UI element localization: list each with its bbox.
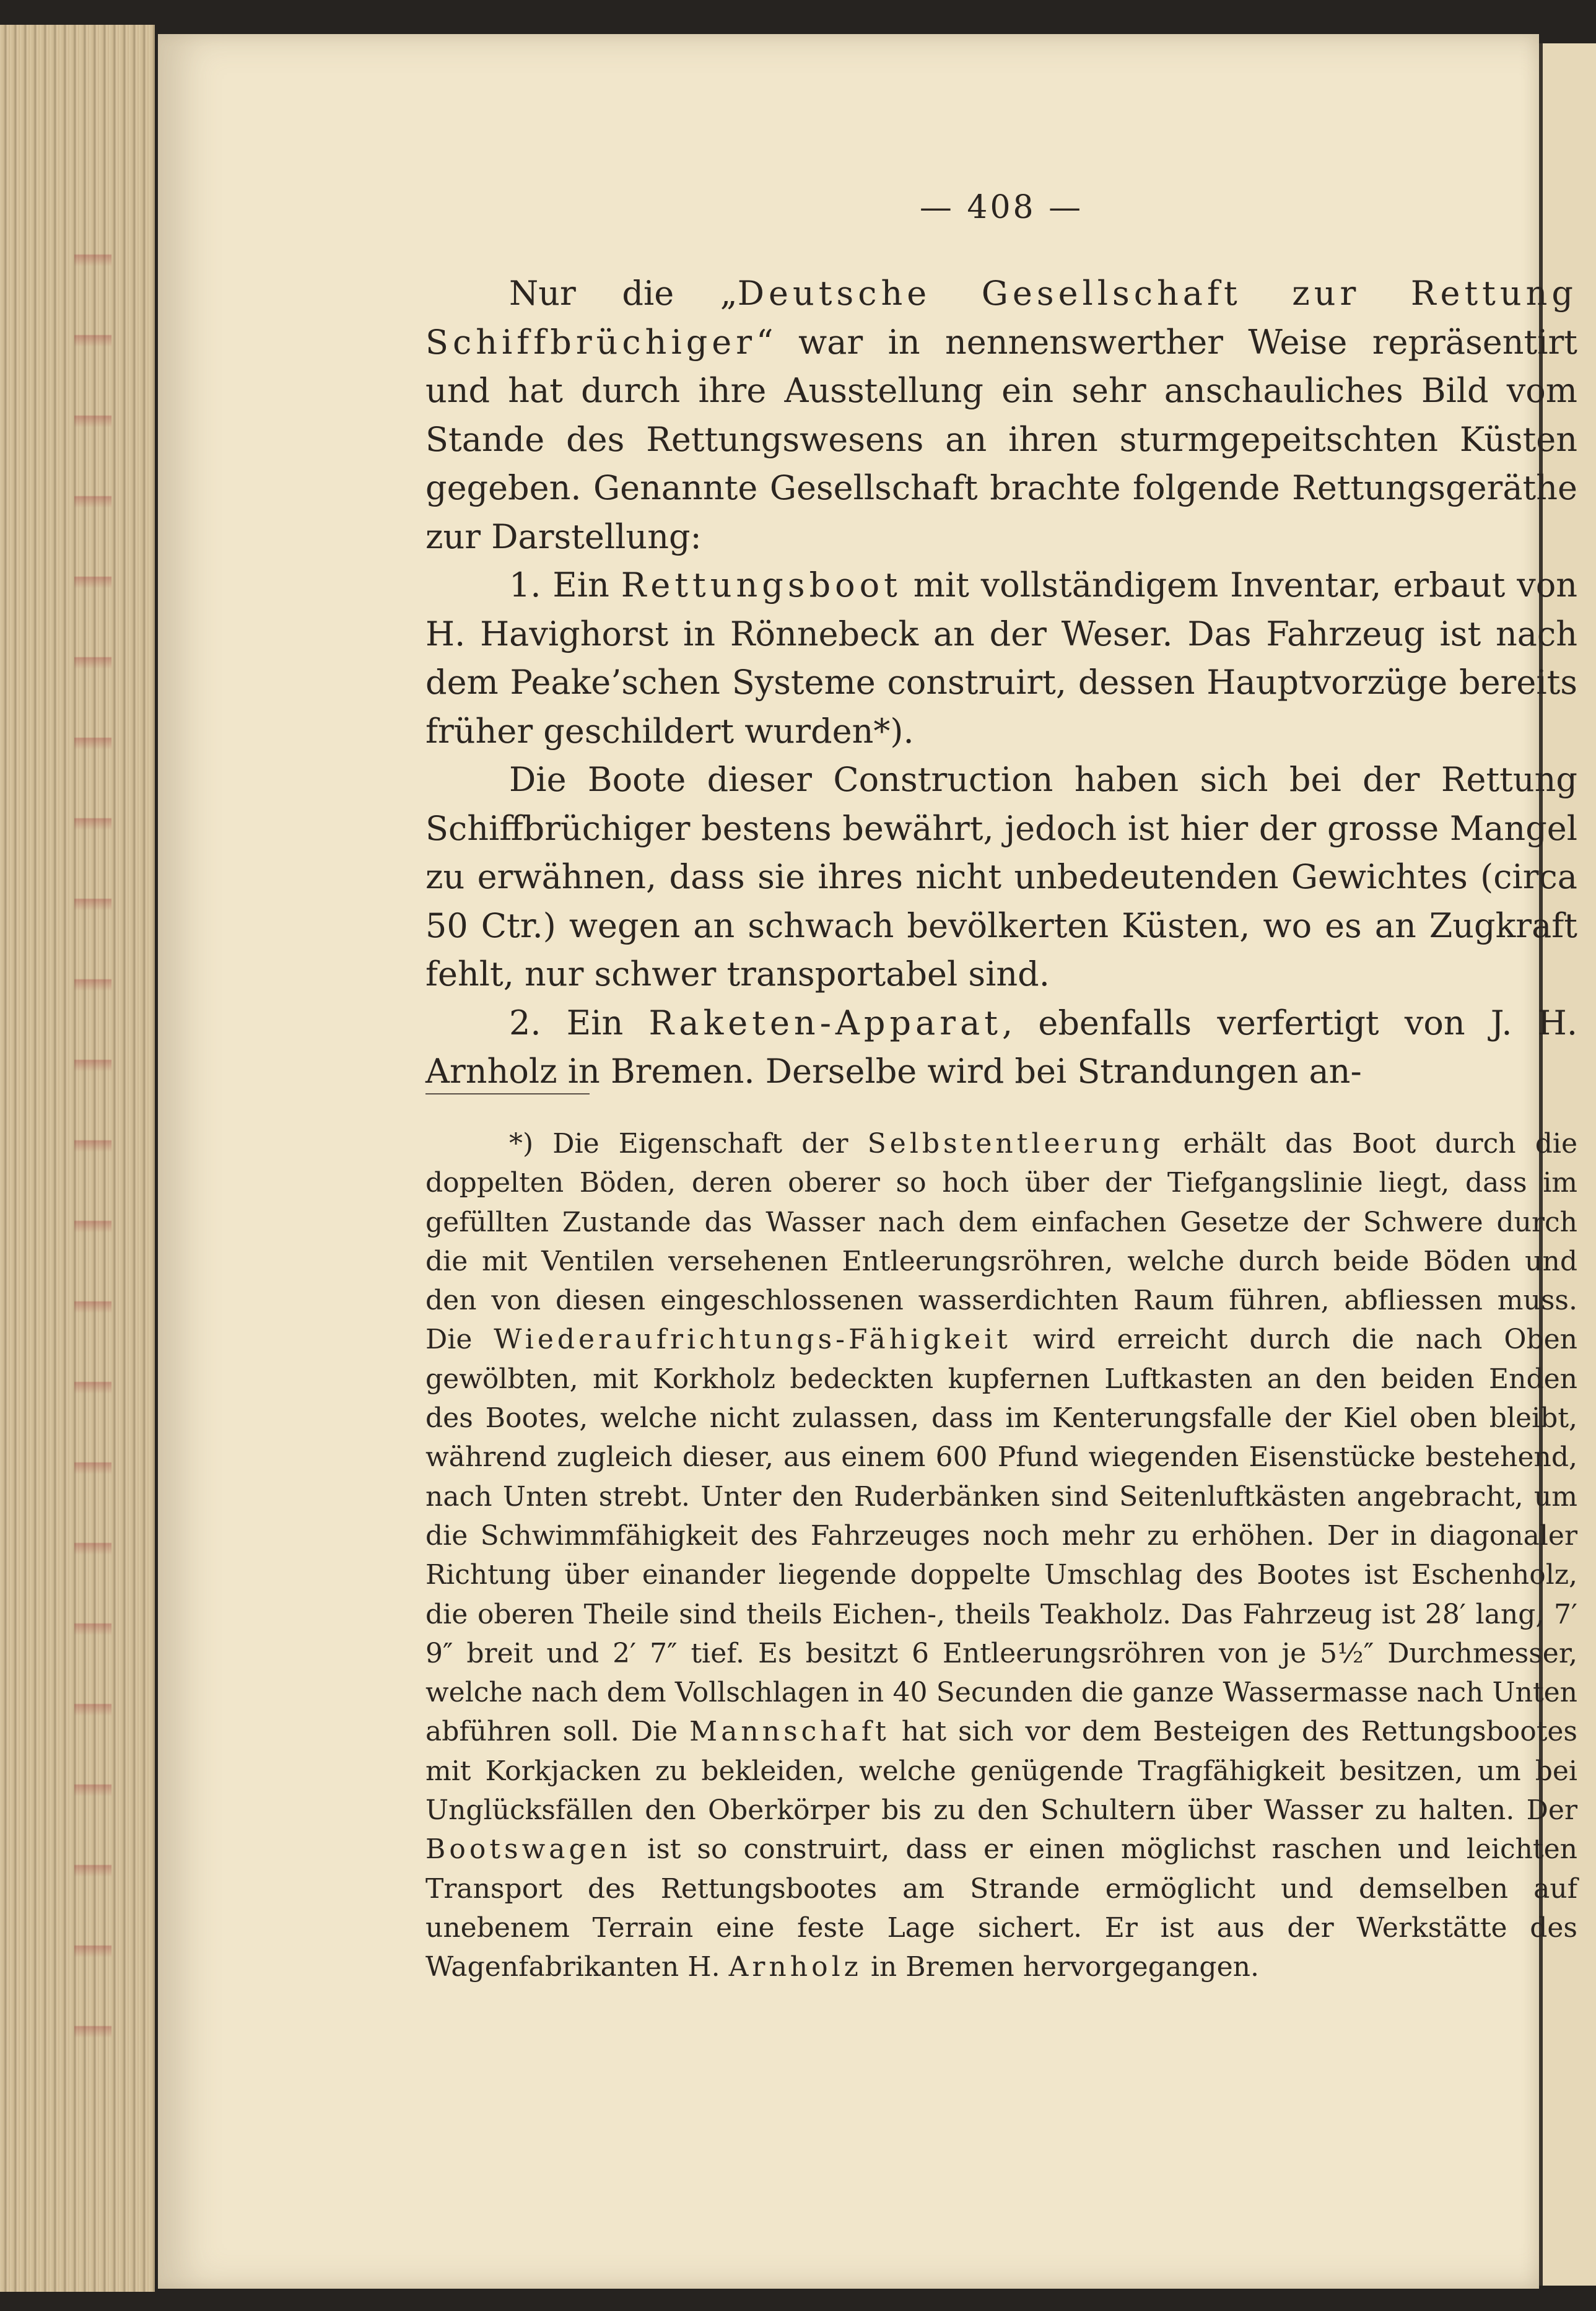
spaced-emphasis: Mannschaft	[689, 1716, 890, 1748]
text-block	[425, 34, 1577, 2289]
body-text	[425, 269, 1577, 1096]
paragraph-text: mit vollständigem Inventar, erbaut von H. Havighorst in Rönnebeck an der Weser. Das Fahrzeug ist nach dem Peake’schen Systeme construirt, dessen Hauptvorzüge bereits früher geschildert wurden*).	[425, 566, 1577, 751]
paragraph-text: , ebenfalls verfertigt von J. H. Arnholz in Bremen. Derselbe wird bei Strandungen an-	[425, 1003, 1577, 1091]
paragraph-text: Nur die „	[509, 274, 738, 313]
footnote-text: in Bremen hervorgegangen.	[861, 1951, 1259, 1983]
paragraph-4	[425, 999, 1577, 1096]
spaced-emphasis: Raketen-Apparat	[648, 1003, 1002, 1042]
spaced-emphasis: Wiederaufrichtungs-Fähigkeit	[494, 1324, 1011, 1356]
paragraph-2	[425, 561, 1577, 756]
paragraph-1	[425, 269, 1577, 561]
footnote-divider	[425, 1093, 590, 1094]
footnote-text: hat sich vor dem Besteigen des Rettungsbootes mit Korkjacken zu bekleiden, welche genügende Tragfähigkeit besitzen, um bei Unglücksfällen den Oberkörper bis zu den Schultern über Wasser zu halten. Der	[425, 1716, 1577, 1827]
footnote-text: ist so construirt, dass er einen möglichst raschen und leichten Transport des Rettungsbootes am Strande ermöglicht und demselben auf unebenem Terrain eine feste Lage sichert. Er ist aus der Werkstätte des Wagenfabrikanten H.	[425, 1833, 1577, 1983]
footnote	[425, 1124, 1577, 1987]
footnote-text: erhält das Boot durch die doppelten Böden, deren oberer so hoch über der Tiefgangslinie liegt, dass im gefüllten Zustande das Wasser nach dem einfachen Gesetze der Schwere durch die mit Ventilen versehenen Entleerungsröhren, welche durch beide Böden und den von diesen eingeschlossenen wasserdichten Raum führen, abfliessen muss. Die	[425, 1128, 1577, 1356]
page-edge-marbling	[74, 186, 111, 2106]
paragraph-text: 2. Ein	[509, 1003, 649, 1042]
paragraph-text: “ war in nennenswerther Weise repräsentirt und hat durch ihre Ausstellung ein sehr anschauliches Bild vom Stande des Rettungswesens an ihren sturmgepeitschten Küsten gegeben. Genannte Gesellschaft brachte folgende Rettungsgeräthe zur Darstellung:	[425, 322, 1577, 556]
spaced-emphasis: Bootswagen	[425, 1833, 632, 1866]
book-page	[158, 34, 1577, 2289]
spaced-emphasis: Deutsche Gesellschaft zur Rettung Schiffbrüchiger	[425, 274, 1577, 362]
spaced-emphasis: Selbstentleerung	[867, 1128, 1164, 1160]
spaced-emphasis: Arnholz	[728, 1951, 862, 1983]
footnote-paragraph	[425, 1124, 1577, 1987]
spaced-emphasis: Rettungsboot	[621, 566, 902, 605]
footnote-text: wird erreicht durch die nach Oben gewölbten, mit Korkholz bedeckten kupfernen Luftkasten an den beiden Enden des Bootes, welche nicht zulassen, dass im Kenterungsfalle der Kiel oben bleibt, während zugleich dieser, aus einem 600 Pfund wiegenden Eisenstücke bestehend, nach Unten strebt. Unter den Ruderbänken sind Seitenluftkästen angebracht, um die Schwimmfähigkeit des Fahrzeuges noch mehr zu erhöhen. Der in diagonaler Richtung über einander liegende doppelte Umschlag des Bootes ist Eschenholz, die oberen Theile sind theils Eichen-, theils Teakholz. Das Fahrzeug ist 28′ lang, 7′ 9″ breit und 2′ 7″ tief. Es besitzt 6 Entleerungsröhren von je 5½″ Durchmesser, welche nach dem Vollschlagen in 40 Secunden die ganze Wassermasse nach Unten abführen soll. Die	[425, 1324, 1577, 1748]
footnote-text: *) Die Eigenschaft der	[509, 1128, 868, 1160]
page-number: — 408 —	[919, 189, 1084, 226]
paragraph-3: Die Boote dieser Construction haben sich bei der Rettung Schiffbrüchiger bestens bewährt, jedoch ist hier der grosse Mangel zu erwähnen, dass sie ihres nicht unbedeutenden Gewichtes (circa 50 Ctr.) wegen an schwach bevölkerten Küsten, wo es an Zugkraft fehlt, nur schwer transportabel sind.	[425, 760, 1577, 994]
paragraph-text: 1. Ein	[509, 566, 621, 605]
